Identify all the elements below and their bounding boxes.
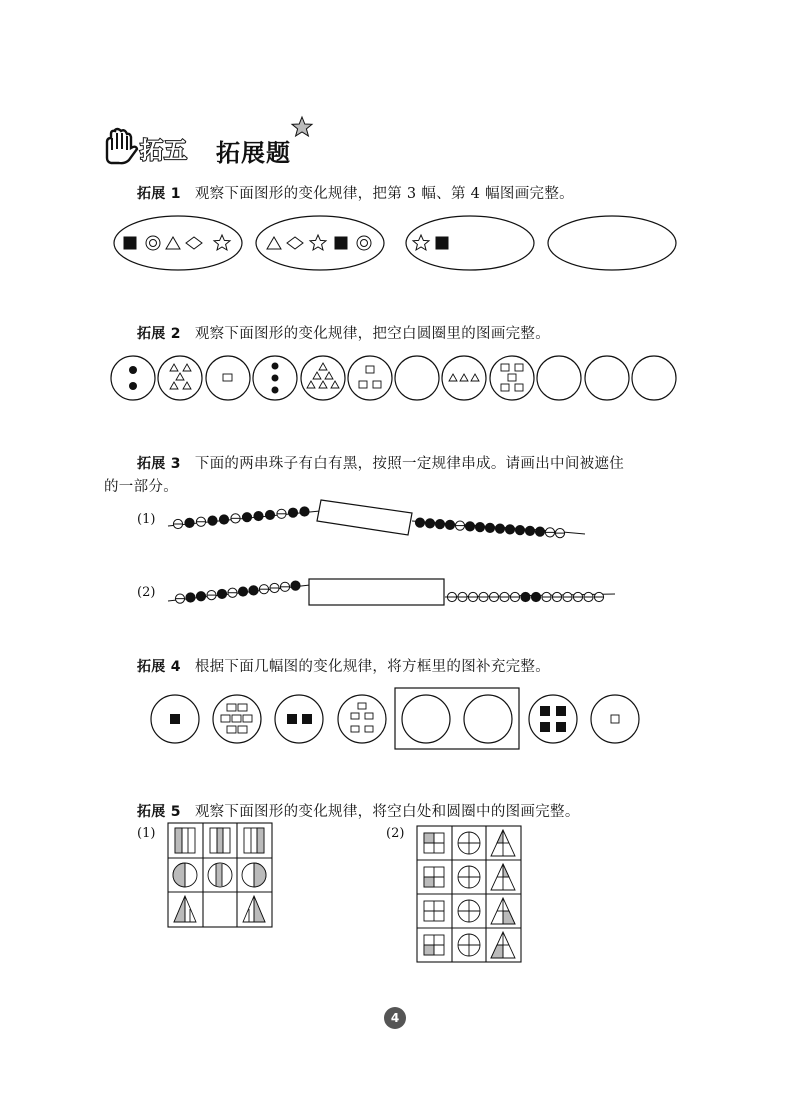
black-bead [525,526,534,535]
question-1-text: 观察下面图形的变化规律，把第 3 幅、第 4 幅图画完整。 [194,186,574,202]
white-bead [455,521,464,530]
black-bead [515,526,524,535]
black-bead [495,524,504,533]
black-bead [475,523,484,532]
q4-answer-box [395,688,519,749]
triangle-shape [166,237,180,249]
white-bead [196,517,205,526]
question-3-text-line2: 的一部分。 [104,479,178,495]
section-header [103,128,333,168]
q1-ellipse-4 [548,216,676,270]
black-bead [465,522,474,531]
question-4-label: 拓展 4 [137,659,181,675]
q3-cover-box-1 [317,500,412,535]
black-bead [505,525,514,534]
question-3 [137,452,624,473]
question-4 [137,655,550,676]
q3-cover-box-2 [309,579,444,605]
diamond-shape [186,237,202,249]
star-shape [214,235,230,250]
page-number: 4 [384,1007,406,1029]
question-4-text: 根据下面几幅图的变化规律，将方框里的图补充完整。 [194,659,551,675]
white-bead [489,592,498,601]
white-bead [479,592,488,601]
white-bead [259,585,268,594]
question-2-label: 拓展 2 [137,326,181,342]
black-bead [196,592,205,601]
black-bead [415,518,424,527]
white-bead [545,528,554,537]
white-bead [552,592,561,601]
q3-sub2-label: (2) [137,585,156,600]
black-bead [249,586,258,595]
q5-grid-1 [168,823,272,927]
white-bead [277,509,286,518]
q3-sub1-label: (1) [137,512,156,527]
q5-grid-2 [417,826,521,962]
section-title: 拓展题 [216,139,291,167]
white-bead [447,592,456,601]
black-bead [288,508,297,517]
black-bead [238,587,247,596]
white-bead [542,592,551,601]
question-2 [137,322,550,343]
black-bead [265,510,274,519]
black-bead [300,507,309,516]
question-5-label: 拓展 5 [137,804,181,820]
question-5-text: 观察下面图形的变化规律，将空白处和圆圈中的图画完整。 [194,804,580,820]
white-bead [458,592,467,601]
black-bead [219,515,228,524]
q5-sub1-label: (1) [137,826,156,841]
question-2-text: 观察下面图形的变化规律，把空白圆圈里的图画完整。 [194,326,551,342]
white-bead [573,592,582,601]
white-bead [555,529,564,538]
black-bead [186,593,195,602]
white-bead [510,592,519,601]
white-bead [563,592,572,601]
q1-ellipse-3 [406,216,534,270]
hand-icon [103,128,139,164]
white-bead [207,590,216,599]
white-bead [594,592,603,601]
filled-square-shape [124,237,136,249]
black-bead [485,523,494,532]
black-bead [185,518,194,527]
section-badge: 拓五 [140,138,188,164]
black-bead [425,519,434,528]
white-bead [228,588,237,597]
black-bead [242,513,251,522]
black-bead [445,520,454,529]
white-bead [468,592,477,601]
white-bead [231,514,240,523]
white-bead [500,592,509,601]
q5-sub2-label: (2) [386,826,405,841]
double-circle-shape [146,236,160,250]
question-3-label: 拓展 3 [137,456,181,472]
q1-ellipse-1 [114,216,242,270]
question-5 [137,800,580,821]
black-bead [435,520,444,529]
black-bead [291,581,300,590]
black-bead [531,592,540,601]
white-bead [270,583,279,592]
q1-ellipse-2 [256,216,384,270]
white-bead [175,594,184,603]
black-bead [254,511,263,520]
black-bead [521,592,530,601]
question-3-text-line1: 下面的两串珠子有白有黑，按照一定规律串成。请画出中间被遮住 [194,456,625,472]
black-bead [217,589,226,598]
white-bead [584,592,593,601]
black-bead [208,516,217,525]
question-1-label: 拓展 1 [137,186,181,202]
white-bead [280,582,289,591]
star-icon [291,116,315,140]
white-bead [173,519,182,528]
question-1 [137,182,574,203]
black-bead [535,527,544,536]
